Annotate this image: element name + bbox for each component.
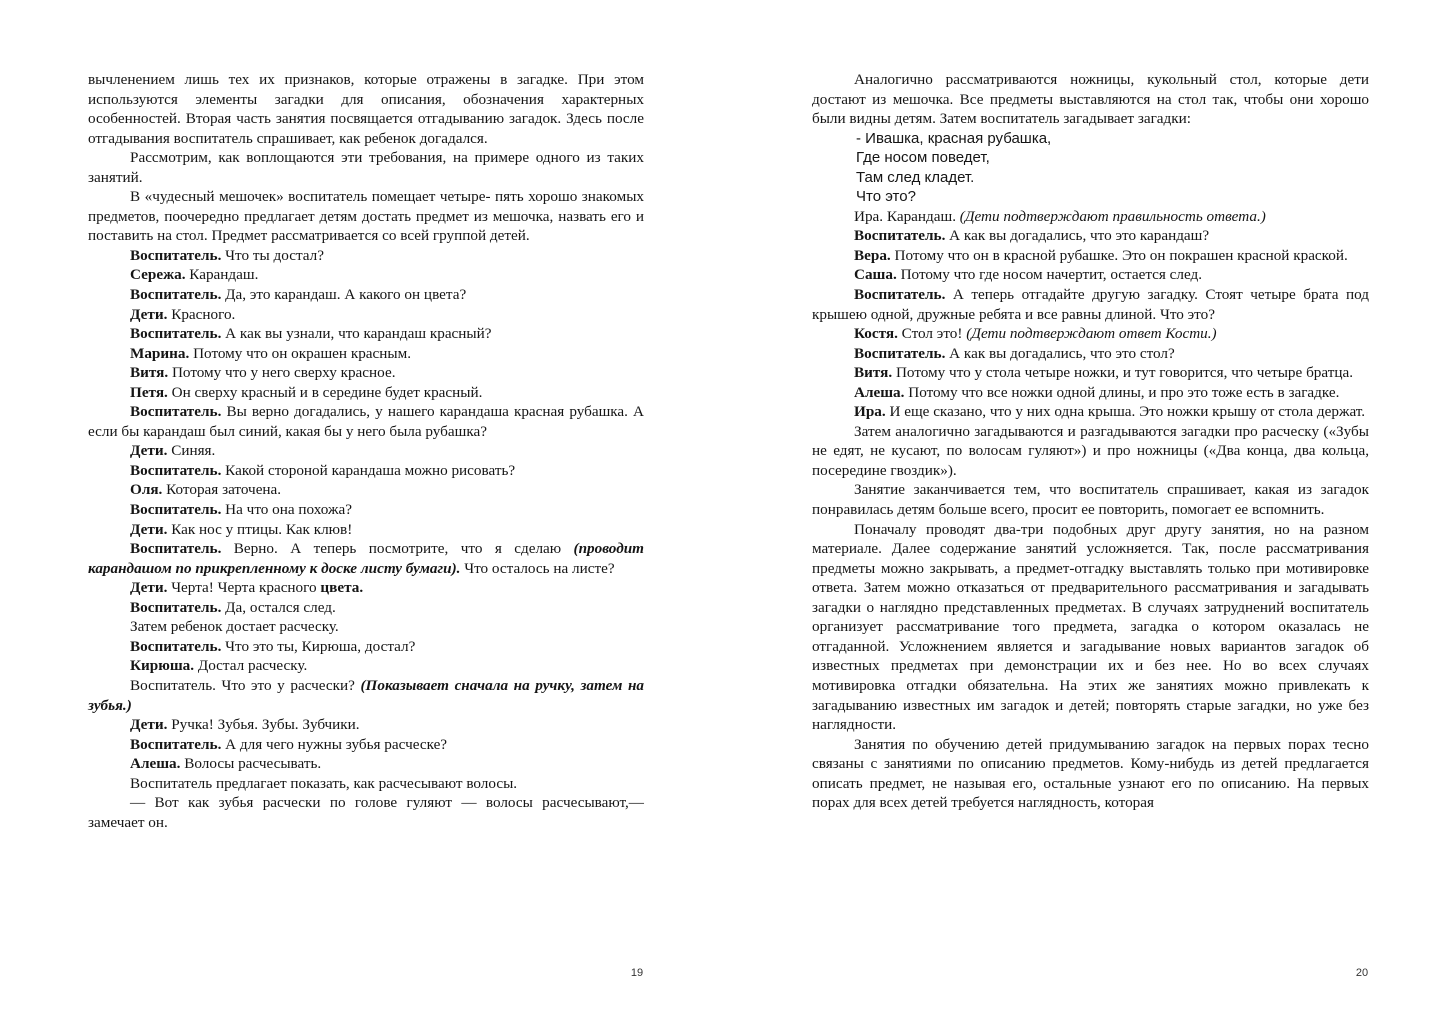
- text-run: На что она похожа?: [221, 501, 352, 519]
- paragraph: [88, 539, 644, 578]
- paragraph: [88, 637, 644, 657]
- paragraph: [88, 617, 644, 637]
- text-run: Потому что где носом начертит, остается след.: [896, 266, 1203, 284]
- paragraph: [88, 148, 644, 187]
- paragraph: [88, 70, 644, 148]
- text-run: Достал расческу.: [194, 657, 308, 675]
- text-run: Да, остался след.: [221, 598, 336, 616]
- paragraph: [812, 735, 1369, 813]
- text-run: Стол это!: [897, 325, 967, 343]
- text-run: Какой стороной карандаша можно рисовать?: [221, 461, 516, 479]
- text-run: Как нос у птицы. Как клюв!: [167, 520, 353, 538]
- paragraph: [812, 226, 1369, 246]
- text-run: Что это ты, Кирюша, достал?: [221, 637, 416, 655]
- text-run: Потому что у стола четыре ножки, и тут говорится, что четыре братца.: [892, 364, 1354, 382]
- paragraph: [88, 285, 644, 305]
- speaker-or-emphasis-text: Алеша.: [130, 755, 181, 773]
- speaker-or-emphasis-text: Дети.: [130, 520, 168, 538]
- text-run: Там след кладет.: [856, 168, 975, 186]
- paragraph: [88, 461, 644, 481]
- speaker-or-emphasis-text: Дети.: [130, 442, 168, 460]
- text-run: Потому что он в красной рубашке. Это он покрашен красной краской.: [890, 246, 1348, 264]
- text-run: В «чудесный мешочек» воспитатель помещает четыре- пять хорошо знакомых предметов, поочередно предлагает детям достать предмет из мешочка, назвать его и поставить на стол. Предмет рассматривается со всей группой детей.: [88, 188, 644, 245]
- text-run: Занятие заканчивается тем, что воспитатель спрашивает, какая из загадок понравилась детям больше всего, просит ее повторить, помогает ее вспомнить.: [812, 481, 1369, 519]
- paragraph: [88, 774, 644, 794]
- paragraph: [812, 207, 1369, 227]
- speaker-or-emphasis-text: (проводит карандашом по прикрепленному к доске листу бумаги).: [88, 540, 644, 577]
- text-run: Затем аналогично загадываются и разгадываются загадки про расческу («Зубы не едят, не кусают, по волосам гуляют») и про ножницы («Два конца, два кольца, посередине гвоздик»).: [812, 422, 1369, 479]
- text-run: Воспитатель предлагает показать, как расчесывают волосы.: [130, 774, 518, 792]
- speaker-or-emphasis-text: (Показывает сначала на ручку, затем на зубья.): [88, 676, 644, 714]
- page-number: 20: [1355, 967, 1369, 979]
- text-run: Ручка! Зубья. Зубы. Зубчики.: [167, 716, 360, 734]
- paragraph: [88, 344, 644, 364]
- speaker-or-emphasis-text: Ира.: [854, 403, 886, 421]
- text-run: Потому что у него сверху красное.: [168, 364, 396, 382]
- speaker-or-emphasis-text: цвета.: [320, 579, 364, 597]
- paragraph: [88, 656, 644, 676]
- paragraph: [88, 715, 644, 735]
- paragraph: [812, 324, 1369, 344]
- text-run: Волосы расчесывать.: [180, 755, 322, 773]
- speaker-or-emphasis-text: Оля.: [130, 481, 163, 499]
- speaker-or-emphasis-text: Петя.: [130, 383, 168, 401]
- speaker-or-emphasis-text: Воспитатель.: [130, 461, 222, 479]
- text-run: Он сверху красный и в середине будет красный.: [167, 383, 483, 401]
- speaker-or-emphasis-text: Воспитатель.: [854, 227, 946, 245]
- text-run: Занятия по обучению детей придумыванию загадок на первых порах тесно связаны с занятиями по описанию предметов. Кому-нибудь из детей предлагается описать предмет, не называя его, остальные узнают его по описанию. На первых порах для всех детей требуется наглядность, которая: [812, 735, 1369, 812]
- paragraph: [812, 344, 1369, 364]
- text-run: Черта! Черта красного: [167, 579, 321, 597]
- speaker-or-emphasis-text: Воспитатель.: [130, 735, 222, 753]
- speaker-or-emphasis-text: Сережа.: [130, 266, 186, 284]
- speaker-or-emphasis-text: Алеша.: [854, 383, 905, 401]
- paragraph: [88, 265, 644, 285]
- paragraph: [88, 383, 644, 403]
- text-run: Верно. А теперь посмотрите, что я сделаю: [221, 540, 574, 558]
- speaker-or-emphasis-text: Вера.: [854, 246, 891, 264]
- paragraph: [88, 578, 644, 598]
- riddle-line: [812, 168, 1369, 188]
- text-run: А для чего нужны зубья расческе?: [221, 735, 448, 753]
- paragraph: [812, 285, 1369, 324]
- paragraph: [88, 500, 644, 520]
- text-run: Вы верно догадались, у нашего карандаша красная рубашка. А если бы карандаш был синий, какая бы у него была рубашка?: [88, 403, 644, 440]
- text-run: А как вы догадались, что это карандаш?: [945, 227, 1210, 245]
- paragraph: [812, 246, 1369, 266]
- italic-remark: (Дети подтверждают правильность ответа.): [959, 207, 1266, 225]
- text-run: - Ивашка, красная рубашка,: [856, 129, 1052, 147]
- text-run: Аналогично рассматриваются ножницы, кукольный стол, которые дети достают из мешочка. Все предметы выставляются на стол так, чтобы они хорошо были видны детям. Затем воспитатель загадывает загадки:: [812, 71, 1369, 128]
- paragraph: [88, 402, 644, 441]
- speaker-or-emphasis-text: Воспитатель.: [130, 246, 222, 264]
- speaker-or-emphasis-text: Воспитатель.: [130, 286, 222, 304]
- paragraph: [812, 402, 1369, 422]
- text-run: Ира. Карандаш.: [854, 207, 960, 225]
- paragraph: [812, 363, 1369, 383]
- text-run: Что осталось на листе?: [460, 559, 615, 577]
- speaker-or-emphasis-text: Воспитатель.: [130, 598, 222, 616]
- speaker-or-emphasis-text: Марина.: [130, 344, 190, 362]
- paragraph: [88, 598, 644, 618]
- paragraph: [812, 265, 1369, 285]
- speaker-or-emphasis-text: Воспитатель.: [130, 501, 222, 519]
- text-run: Затем ребенок достает расческу.: [130, 618, 339, 636]
- speaker-or-emphasis-text: Кирюша.: [130, 657, 195, 675]
- paragraph: [88, 754, 644, 774]
- paragraph: [812, 480, 1369, 519]
- italic-remark: (Дети подтверждают ответ Кости.): [966, 325, 1217, 343]
- riddle-line: [812, 129, 1369, 149]
- left-page-text: [88, 70, 644, 832]
- paragraph: [88, 735, 644, 755]
- text-run: Синяя.: [167, 442, 216, 460]
- text-run: Потому что он окрашен красным.: [189, 344, 412, 362]
- text-run: И еще сказано, что у них одна крыша. Это ножки крышу от стола держат.: [885, 403, 1366, 421]
- speaker-or-emphasis-text: Воспитатель.: [854, 286, 946, 304]
- text-run: Рассмотрим, как воплощаются эти требования, на примере одного из таких занятий.: [88, 149, 644, 186]
- paragraph: [88, 793, 644, 832]
- text-run: Да, это карандаш. А какого он цвета?: [221, 286, 467, 304]
- paragraph: [88, 324, 644, 344]
- paragraph: [88, 520, 644, 540]
- speaker-or-emphasis-text: Витя.: [854, 364, 893, 382]
- text-run: вычленением лишь тех их признаков, которые отражены в загадке. При этом используются элементы загадки для описания, обозначения характерных особенностей. Вторая часть занятия посвящается отгадыванию загадок. Здесь после отгадывания воспитатель спрашивает, как ребенок догадался.: [88, 71, 644, 147]
- text-run: — Вот как зубья расчески по голове гуляют — волосы расчесывают,— замечает он.: [88, 794, 644, 831]
- text-run: Поначалу проводят два-три подобных друг другу занятия, но на разном материале. Далее содержание занятий усложняется. Так, после рассматривания предметы можно закрывать, а предмет-отгадку выставлять только при мотивировке ответа. Затем можно отказаться от предварительного рассматривания и загадывать загадки о наглядно представленных предметах. В случаях затруднений воспитатель организует рассматривание того предмета, загадка о котором оказалась не отгаданной. Усложнением является и загадывание новых вариантов загадок об известных предметах при демонстрации их и без нее. Но во всех случаях мотивировка отгадки обязательна. На этих же занятиях можно привлекать к загадыванию известных им загадок и детей; повторять старые загадки, но уже без наглядности.: [812, 520, 1369, 734]
- paragraph: [88, 363, 644, 383]
- paragraph: [88, 187, 644, 246]
- text-run: Потому что все ножки одной длины, и про это тоже есть в загадке.: [904, 383, 1340, 401]
- paragraph: [88, 246, 644, 266]
- speaker-or-emphasis-text: Дети.: [130, 579, 168, 597]
- text-run: А теперь отгадайте другую загадку. Стоят четыре брата под крышею одной, дружные ребята и все равны длиной. Что это?: [812, 286, 1369, 323]
- paragraph: [88, 305, 644, 325]
- paragraph: [812, 520, 1369, 735]
- speaker-or-emphasis-text: Саша.: [854, 266, 897, 284]
- speaker-or-emphasis-text: Воспитатель.: [130, 540, 222, 558]
- paragraph: [812, 70, 1369, 129]
- text-run: Карандаш.: [185, 266, 259, 284]
- riddle-line: [812, 187, 1369, 207]
- page-number: 19: [630, 967, 644, 979]
- paragraph: [812, 383, 1369, 403]
- speaker-or-emphasis-text: Костя.: [854, 325, 898, 343]
- text-run: Где носом поведет,: [856, 149, 990, 167]
- text-run: А как вы догадались, что это стол?: [945, 344, 1175, 362]
- text-run: Что ты достал?: [221, 246, 324, 264]
- speaker-or-emphasis-text: Воспитатель.: [130, 403, 222, 421]
- speaker-or-emphasis-text: Дети.: [130, 716, 168, 734]
- paragraph: [88, 480, 644, 500]
- speaker-or-emphasis-text: Воспитатель.: [854, 344, 946, 362]
- riddle-line: [812, 148, 1369, 168]
- speaker-or-emphasis-text: Дети.: [130, 305, 168, 323]
- right-page-text: [812, 70, 1369, 813]
- text-run: Что это?: [856, 188, 916, 206]
- speaker-or-emphasis-text: Воспитатель.: [130, 637, 222, 655]
- text-run: Которая заточена.: [162, 481, 282, 499]
- text-run: Воспитатель. Что это у расчески?: [130, 676, 361, 694]
- text-run: Красного.: [167, 305, 236, 323]
- paragraph: [88, 441, 644, 461]
- text-run: А как вы узнали, что карандаш красный?: [221, 325, 492, 343]
- speaker-or-emphasis-text: Воспитатель.: [130, 325, 222, 343]
- paragraph: [88, 676, 644, 715]
- speaker-or-emphasis-text: Витя.: [130, 364, 169, 382]
- paragraph: [812, 422, 1369, 481]
